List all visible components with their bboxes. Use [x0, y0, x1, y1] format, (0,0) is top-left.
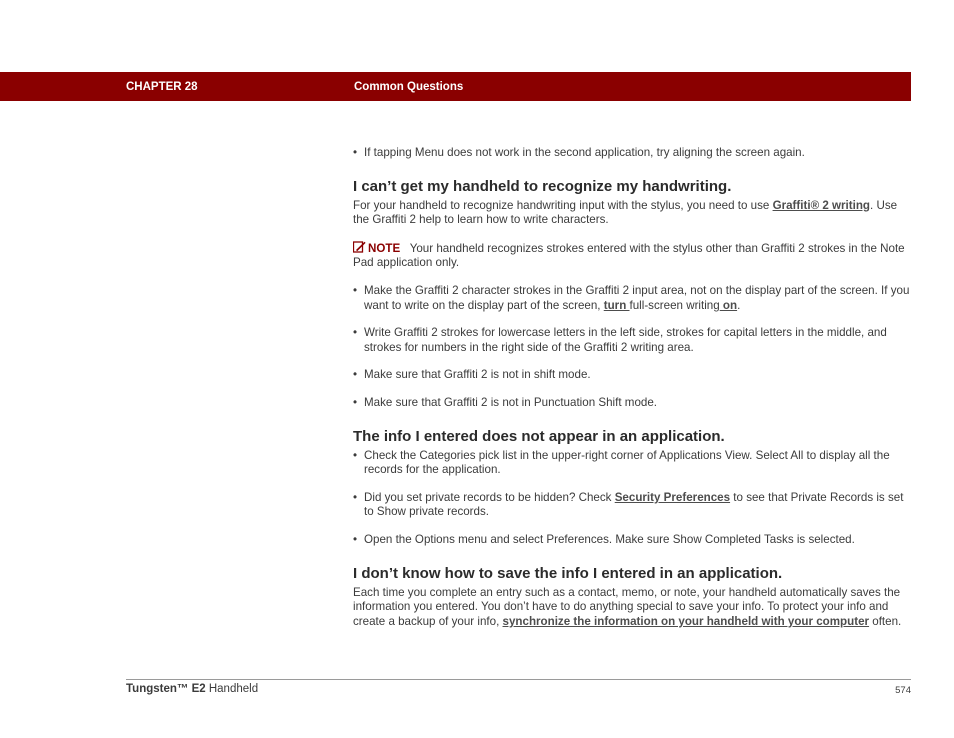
bullet-text: .: [737, 298, 741, 312]
paragraph: [353, 199, 911, 228]
paragraph: [353, 586, 911, 630]
note-pencil-icon: [353, 241, 366, 253]
paragraph-text: Each time you complete an entry such as a contact, memo, or note, your handheld automatically saves the information you entered. You don’t have to do anything special to save your info. To protect your info and create a backup of your info,: [353, 585, 901, 628]
note-label: NOTE: [368, 241, 401, 255]
paragraph-text: For your handheld to recognize handwriting input with the stylus, you need to use: [353, 198, 773, 212]
on-link[interactable]: on: [719, 298, 738, 312]
synchronize-link[interactable]: synchronize the information on your handheld with your computer: [502, 614, 870, 628]
bullet-text: Write Graffiti 2 strokes for lowercase letters in the left side, strokes for capital letters in the middle, and strokes for numbers in the right side of the Graffiti 2 writing area.: [364, 326, 887, 354]
page-number: 574: [895, 685, 911, 696]
section-heading-handwriting: I can’t get my handheld to recognize my handwriting.: [353, 177, 732, 195]
bullet-text: Check the Categories pick list in the upper-right corner of Applications View. Select All to display all the records for the application.: [364, 448, 890, 477]
list-item: [353, 396, 911, 411]
main-content: [353, 146, 911, 629]
section-heading-info-missing: The info I entered does not appear in an application.: [353, 427, 725, 445]
list-item: [353, 146, 911, 161]
paragraph-text: often.: [869, 614, 902, 628]
bullet-text: Open the Options menu and select Preferences. Make sure Show Completed Tasks is selected.: [364, 532, 855, 546]
section-heading-save-info: I don’t know how to save the info I entered in an application.: [353, 564, 783, 582]
footer-product-name: Handheld: [205, 683, 259, 695]
list-item: [353, 368, 911, 383]
bullet-text: Make sure that Graffiti 2 is not in shift mode.: [364, 368, 591, 382]
chapter-number: CHAPTER 28: [126, 81, 198, 93]
bullet-text: Make the Graffiti 2 character strokes in the Graffiti 2 input area, not on the display part of the screen. If you want to write on the display part of the screen,: [364, 283, 910, 312]
graffiti-writing-link[interactable]: Graffiti® 2 writing: [772, 198, 870, 212]
list-item: [353, 533, 911, 548]
note-paragraph: [353, 241, 911, 271]
footer-brand: Tungsten™ E2: [126, 683, 206, 695]
footer-divider: [126, 679, 911, 680]
list-item: [353, 284, 911, 313]
turn-link[interactable]: turn: [603, 298, 630, 312]
bullet-text: Make sure that Graffiti 2 is not in Punctuation Shift mode.: [364, 395, 658, 409]
paragraph-text: . Use the Graffiti 2 help to learn how to write characters.: [353, 198, 898, 227]
security-preferences-link[interactable]: Security Preferences: [614, 490, 731, 504]
chapter-title: Common Questions: [354, 81, 464, 93]
footer-product: [126, 683, 258, 695]
bullet-text: to see that Private Records is set to Show private records.: [364, 490, 904, 519]
bullet-text: Did you set private records to be hidden? Check: [364, 490, 615, 504]
bullet-text: If tapping Menu does not work in the second application, try aligning the screen again.: [364, 146, 805, 159]
list-item: [353, 326, 911, 355]
list-item: [353, 449, 911, 478]
note-text: Your handheld recognizes strokes entered with the stylus other than Graffiti 2 strokes in the Note Pad application only.: [353, 241, 905, 270]
list-item: [353, 491, 911, 520]
chapter-header-bar: [0, 72, 911, 101]
bullet-text: full-screen writing: [629, 298, 720, 312]
